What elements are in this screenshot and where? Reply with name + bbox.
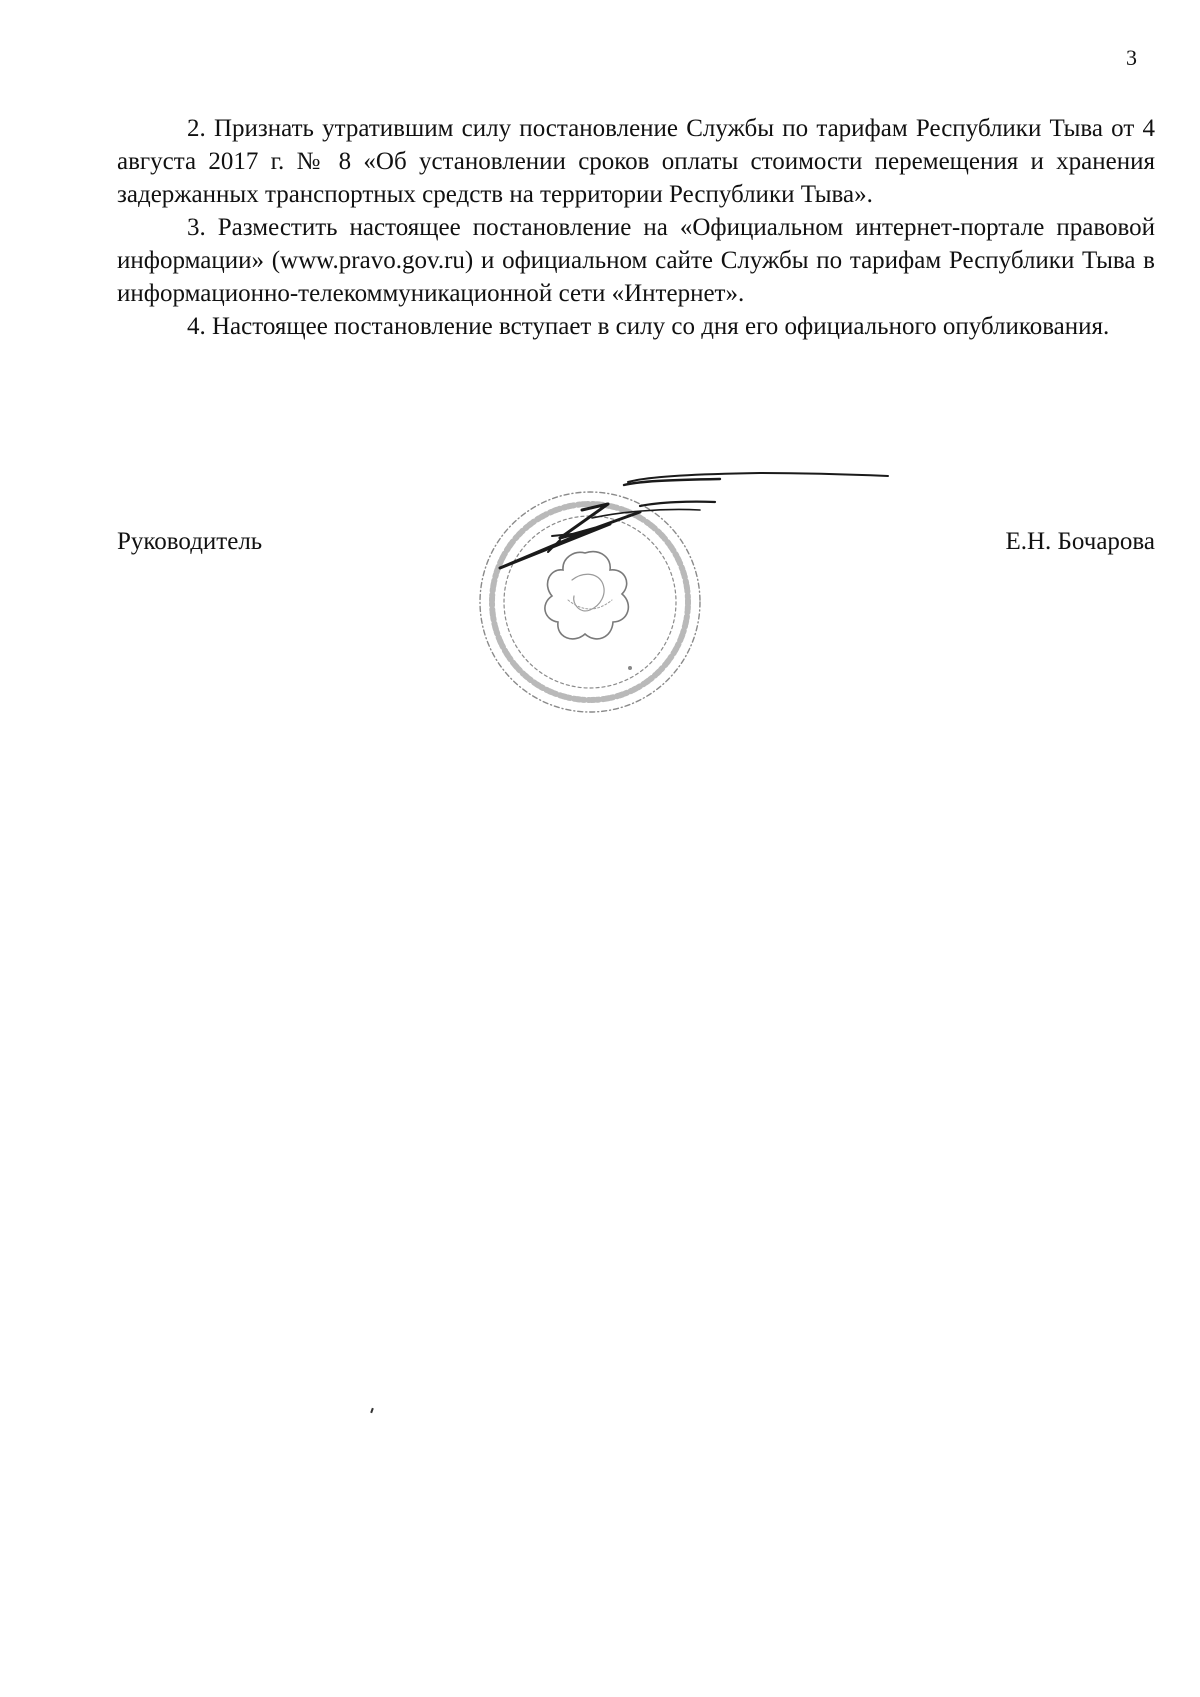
signature-block bbox=[0, 0, 1200, 760]
handwritten-signature-icon bbox=[500, 473, 888, 568]
seal-icon bbox=[480, 492, 700, 712]
page-number: 3 bbox=[1126, 45, 1137, 70]
official-seal-stamp bbox=[0, 0, 1200, 760]
paragraph-2: 2. Признать утратившим силу постановление Службы по тарифам Республики Тыва от 4 августа 2017 г. № 8 «Об установлении сроков оплаты стоимости перемещения и хранения задержанных транспортных средств на территории Республики Тыва». bbox=[117, 115, 1155, 208]
signer-title: Руководитель bbox=[117, 528, 263, 555]
signer-name: Е.Н. Бочарова bbox=[1005, 528, 1155, 555]
paragraph-3: 3. Разместить настоящее постановление на «Официальном интернет-портале правовой информации» (www.pravo.gov.ru) и официальном сайте Службы по тарифам Республики Тыва в информационно-телекоммуникационной сети «Интернет». bbox=[117, 214, 1155, 307]
scan-speck bbox=[370, 1408, 374, 1413]
paragraph-4: 4. Настоящее постановление вступает в силу со дня его официального опубликования. bbox=[187, 313, 1110, 340]
